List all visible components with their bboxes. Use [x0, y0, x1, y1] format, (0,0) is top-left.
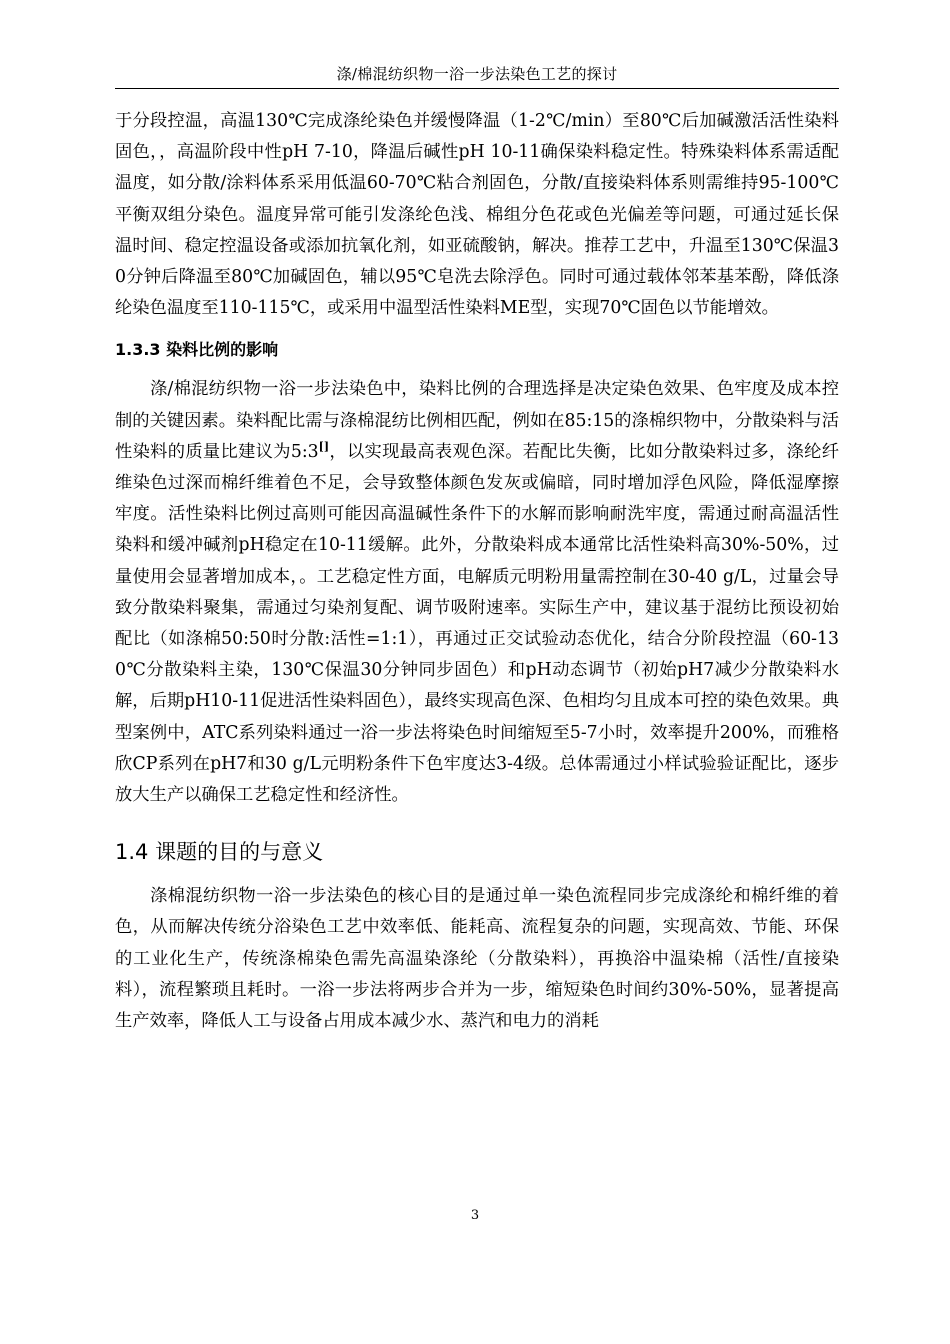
paragraph-dye-ratio-part1: 涤/棉混纺织物一浴一步法染色中，染料比例的合理选择是决定染色效果、色牢度及成本控制的关键因素。染料配比需与涤棉混纺比例相匹配，例如在85:15的涤棉织物中，分散染料与活性染料的质量比建议为5:3	[115, 379, 839, 462]
paragraph-purpose: 涤棉混纺织物一浴一步法染色的核心目的是通过单一染色流程同步完成涤纶和棉纤维的着色，从而解决传统分浴染色工艺中效率低、能耗高、流程复杂的问题，实现高效、节能、环保的工业化生产，传统涤棉染色需先高温染涤纶（分散染料），再换浴中温染棉（活性/直接染料），流程繁琐且耗时。一浴一步法将两步合并为一步，缩短染色时间约30%-50%，显著提高生产效率，降低人工与设备占用成本减少水、蒸汽和电力的消耗	[115, 886, 839, 1032]
running-header: 涤/棉混纺织物一浴一步法染色工艺的探讨	[336, 65, 618, 83]
paragraph-dye-ratio	[115, 374, 839, 811]
page-number: 3	[470, 1208, 480, 1223]
section-heading-1-4: 1.4 课题的目的与意义	[115, 840, 324, 865]
body-text	[115, 106, 839, 1037]
header-rule	[115, 88, 839, 89]
citation-marker[interactable]: []	[318, 440, 330, 454]
paragraph-dye-ratio-part2: ，以实现最高表观色深。若配比失衡，比如分散染料过多，涤纶纤维染色过深而棉纤维着色不足，会导致整体颜色发灰或偏暗，同时增加浮色风险，降低湿摩擦牢度。活性染料比例过高则可能因高温碱性条件下的水解而影响耐洗牢度，需通过耐高温活性染料和缓冲碱剂pH稳定在10-11缓解。此外，分散染料成本通常比活性染料高30%-50%，过量使用会显著增加成本，。工艺稳定性方面，电解质元明粉用量需控制在30-40 g/L，过量会导致分散染料聚集，需通过匀染剂复配、调节吸附速率。实际生产中，建议基于混纺比预设初始配比（如涤棉50:50时分散:活性=1:1），再通过正交试验动态优化，结合分阶段控温（60-130℃分散染料主染，130℃保温30分钟同步固色）和pH动态调节（初始pH7减少分散染料水解，后期pH10-11促进活性染料固色），最终实现高色深、色相均匀且成本可控的染色效果。典型案例中，ATC系列染料通过一浴一步法将染色时间缩短至5-7小时，效率提升200%，而雅格欣CP系列在pH7和30 g/L元明粉条件下色牢度达3-4级。总体需通过小样试验验证配比，逐步放大生产以确保工艺稳定性和经济性。	[115, 441, 839, 806]
paragraph-temperature-control: 于分段控温，高温130℃完成涤纶染色并缓慢降温（1-2℃/min）至80℃后加碱激活活性染料固色，，高温阶段中性pH 7-10，降温后碱性pH 10-11确保染料稳定性。特殊染料体系需适配温度，如分散/涂料体系采用低温60-70℃粘合剂固色，分散/直接染料体系则需维持95-100℃平衡双组分染色。温度异常可能引发涤纶色浅、棉组分色花或色光偏差等问题，可通过延长保温时间、稳定控温设备或添加抗氧化剂，如亚硫酸钠，解决。推荐工艺中，升温至130℃保温30分钟后降温至80℃加碱固色，辅以95℃皂洗去除浮色。同时可通过载体邻苯基苯酚，降低涤纶染色温度至110-115℃，或采用中温型活性染料ME型，实现70℃固色以节能增效。	[115, 111, 839, 319]
subsection-heading-1-3-3: 1.3.3 染料比例的影响	[115, 340, 279, 360]
